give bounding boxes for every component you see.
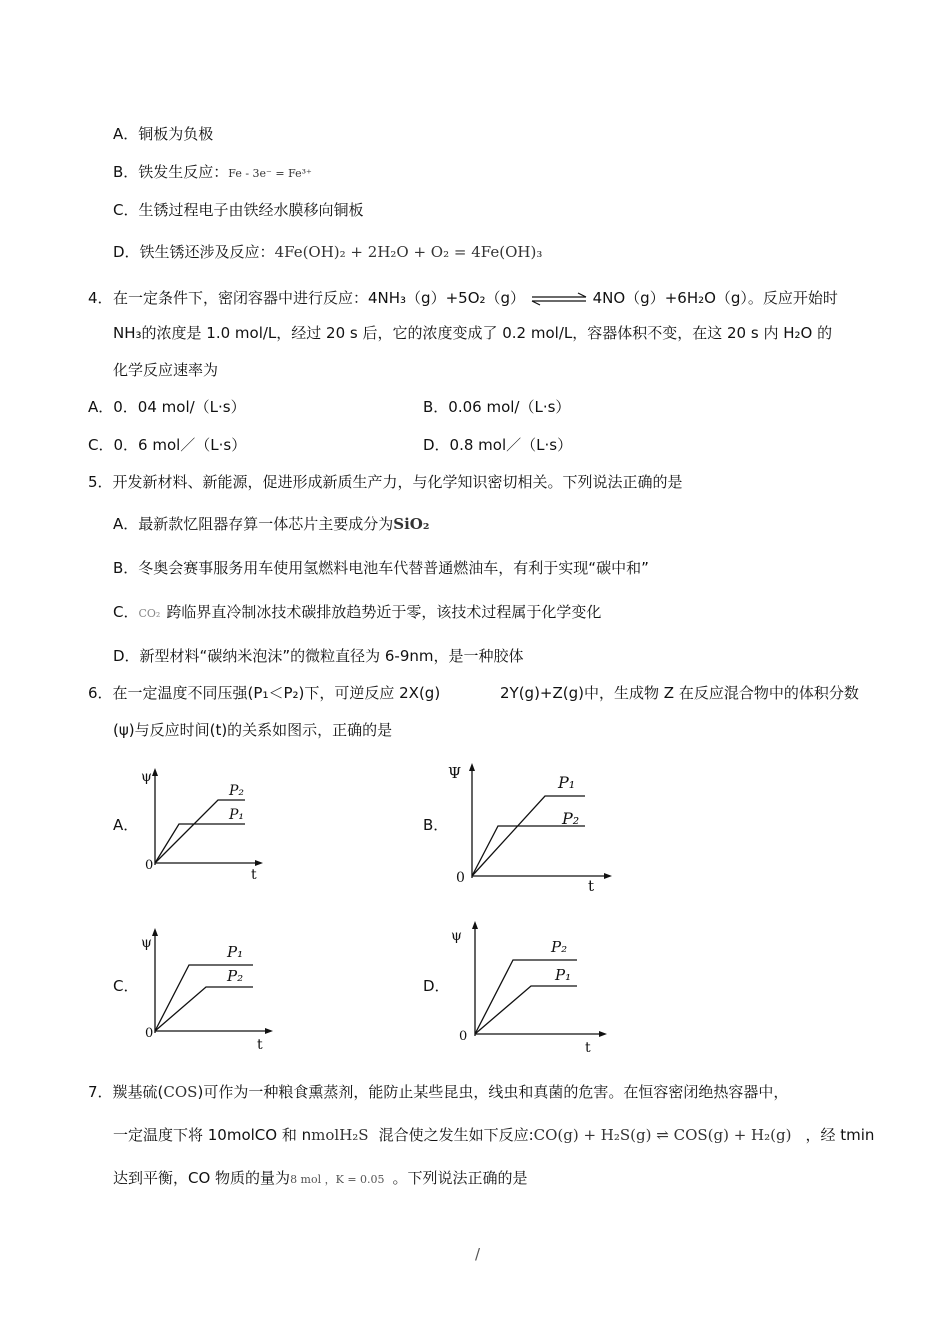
q3-option-d-label: D．铁生锈还涉及反应： — [113, 243, 275, 261]
q6-graph-c — [135, 925, 275, 1055]
upper-curve-label: P₁ — [558, 773, 576, 792]
y-axis-label: ψ — [141, 769, 152, 785]
origin-label: 0 — [145, 858, 154, 873]
q4-option-a: A．0．04 mol/（L·s） — [88, 398, 246, 416]
upper-curve-label: P₂ — [551, 938, 568, 956]
q4-option-d: D．0.8 mol／（L·s） — [423, 436, 573, 454]
reversible-arrow-icon — [530, 292, 588, 306]
q5-option-d: D．新型材料“碳纳米泡沫”的微粒直径为 6-9nm，是一种胶体 — [113, 647, 524, 665]
q5-option-a-text: A．最新款忆阻器存算一体芯片主要成分为 — [113, 515, 394, 533]
y-axis-arrow-icon — [469, 763, 475, 771]
x-axis-label: t — [588, 877, 595, 895]
q3-option-b-label: B．铁发生反应： — [113, 163, 229, 181]
q4-stem-line1 — [113, 288, 838, 308]
origin-label: 0 — [459, 1029, 468, 1044]
q4-number: 4． — [88, 289, 113, 307]
curve-upper — [472, 796, 585, 876]
x-axis-arrow-icon — [604, 873, 612, 879]
q5-option-c-label: C． — [113, 603, 139, 621]
lower-curve-label: P₁ — [229, 807, 245, 823]
q3-option-b — [113, 162, 312, 184]
x-axis-arrow-icon — [599, 1031, 607, 1037]
curve-lower — [155, 987, 253, 1031]
x-axis-label: t — [257, 1037, 263, 1053]
q6-stem-line1a: 6．在一定温度不同压强(P₁＜P₂)下，可逆反应 2X(g) — [88, 684, 441, 702]
q4-reactants: 在一定条件下，密闭容器中进行反应：4NH₃（g）+5O₂（g） — [113, 289, 526, 307]
q7-reaction-equation: CO(g) + H₂S(g) ⇌ COS(g) + H₂(g) — [533, 1126, 792, 1144]
q6-option-d-label: D． — [423, 977, 450, 995]
curve-lower — [155, 824, 245, 863]
x-axis-label: t — [251, 867, 257, 883]
y-axis-arrow-icon — [152, 928, 158, 936]
x-axis-label: t — [585, 1040, 591, 1056]
upper-curve-label: P₂ — [229, 783, 245, 799]
q3-option-b-equation: Fe - 3e⁻ = Fe³⁺ — [228, 167, 312, 180]
curve-lower — [475, 986, 577, 1034]
q3-option-a: A．铜板为负极 — [113, 125, 214, 143]
q5-option-c-text: 跨临界直冷制冰技术碳排放趋势近于零，该技术过程属于化学变化 — [166, 603, 602, 621]
q7-line3-end: 。下列说法正确的是 — [392, 1169, 528, 1187]
q7-line2-start: 一定温度下将 10molCO 和 n — [113, 1126, 312, 1144]
q7-line2-mid: 混合使之发生如下反应: — [378, 1126, 534, 1144]
q7-line1-start: 7．羰基硫( — [88, 1083, 164, 1101]
q5-stem: 5．开发新材料、新能源，促进形成新质生产力，与化学知识密切相关。下列说法正确的是 — [88, 473, 683, 491]
q4-option-c: C．0．6 mol／（L·s） — [88, 436, 247, 454]
q4-products: 4NO（g）+6H₂O（g）。反应开始时 — [592, 289, 838, 307]
y-axis-label: ψ — [451, 928, 462, 944]
q7-cos-formula: COS — [163, 1083, 198, 1101]
q3-option-d-equation: 4Fe(OH)₂ + 2H₂O + O₂ = 4Fe(OH)₃ — [274, 243, 543, 261]
q6-option-c-label: C． — [113, 977, 139, 995]
y-axis-label: Ψ — [448, 764, 462, 782]
x-axis-arrow-icon — [265, 1028, 273, 1034]
q5-option-a-formula: SiO₂ — [393, 515, 430, 533]
q6-stem-line1b: 2Y(g)+Z(g)中，生成物 Z 在反应混合物中的体积分数 — [500, 684, 859, 702]
q6-stem-line2: (ψ)与反应时间(t)的关系如图示，正确的是 — [113, 721, 393, 739]
q7-line3-start: 达到平衡，CO 物质的量为 — [113, 1169, 291, 1187]
q7-line2-end: ，经 tmin — [805, 1126, 875, 1144]
q5-option-c — [113, 602, 601, 624]
page-footer: / — [475, 1245, 481, 1263]
q7-stem-line2 — [113, 1125, 874, 1145]
y-axis-arrow-icon — [152, 768, 158, 776]
q7-stem-line3 — [113, 1168, 528, 1190]
q6-graph-b — [440, 760, 615, 895]
q7-equilibrium-values: 8 mol ，K = 0.05 — [290, 1173, 385, 1186]
q7-h2s-formula: molH₂S — [311, 1126, 369, 1144]
upper-curve-label: P₁ — [227, 943, 244, 961]
q6-option-a-label: A． — [113, 816, 139, 834]
y-axis-arrow-icon — [472, 921, 478, 929]
q7-stem-line1 — [88, 1082, 788, 1102]
x-axis-arrow-icon — [255, 860, 263, 866]
q6-graph-d — [445, 918, 610, 1058]
lower-curve-label: P₂ — [562, 809, 580, 828]
curve-lower — [472, 826, 585, 876]
q4-stem-line3: 化学反应速率为 — [113, 361, 219, 379]
q6-graph-a — [135, 765, 265, 885]
q5-option-c-formula: CO₂ — [138, 607, 161, 620]
lower-curve-label: P₂ — [227, 967, 244, 985]
y-axis-label: ψ — [141, 935, 152, 951]
q3-option-c: C．生锈过程电子由铁经水膜移向铜板 — [113, 201, 364, 219]
q5-option-b: B．冬奥会赛事服务用车使用氢燃料电池车代替普通燃油车，有利于实现“碳中和” — [113, 559, 649, 577]
origin-label: 0 — [456, 870, 465, 886]
q4-option-b: B．0.06 mol/（L·s） — [423, 398, 571, 416]
q4-stem-line2: NH₃的浓度是 1.0 mol/L，经过 20 s 后，它的浓度变成了 0.2 mol/L，容器体积不变，在这 20 s 内 H₂O 的 — [113, 324, 833, 342]
q7-line1-rest: )可作为一种粮食熏蒸剂，能防止某些昆虫，线虫和真菌的危害。在恒容密闭绝热容器中， — [197, 1083, 789, 1101]
origin-label: 0 — [145, 1026, 154, 1041]
lower-curve-label: P₁ — [555, 966, 572, 984]
q6-option-b-label: B． — [423, 816, 449, 834]
q3-option-d — [113, 242, 542, 262]
q5-option-a — [113, 514, 429, 534]
